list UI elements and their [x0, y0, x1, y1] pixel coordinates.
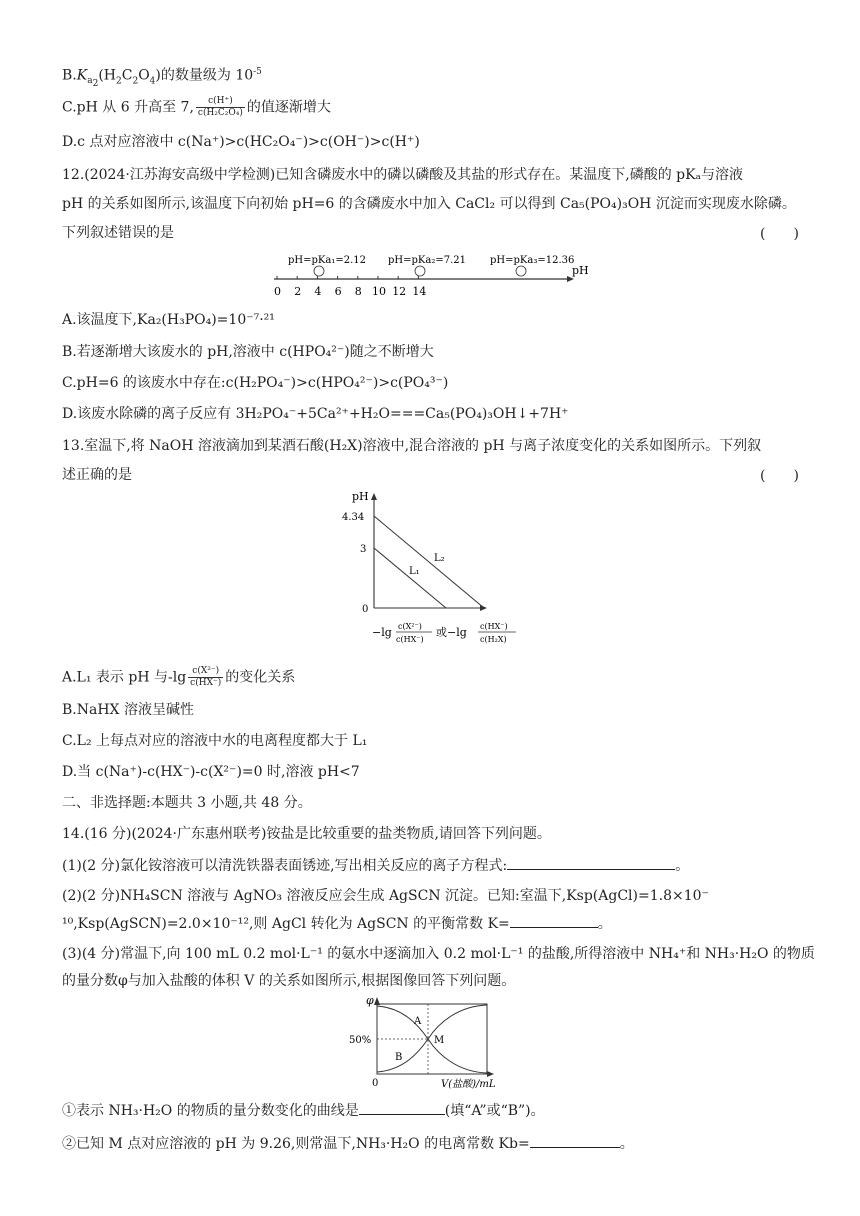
q12-stem-line3: 下列叙述错误的是 — [62, 225, 174, 241]
q12-answer-paren: ( ) — [760, 226, 799, 242]
q13-xlabel-den1: c(HX⁻) — [396, 635, 424, 644]
q13-xlabel-pre: −lg — [372, 626, 392, 639]
q12-tick-label: 14 — [412, 285, 427, 298]
q14-sub2: ②已知 M 点对应溶液的 pH 为 9.26,则常温下,NH₃·H₂O 的电离常数 Kb= 。 — [62, 1133, 634, 1154]
q13-xlabel-num1: c(X²⁻) — [398, 622, 422, 631]
q14-curve-a — [377, 1006, 487, 1073]
q12-tick-label: 2 — [294, 285, 302, 298]
q12-option-c: C.pH=6 的该废水中存在:c(H₂PO₄⁻)>c(HPO₄²⁻)>c(PO₄³⁻) — [62, 375, 449, 391]
q11-c-fraction: $\frac{c(H^+)}{\text{c(H₂C₂O₄)}}$ — [197, 96, 243, 118]
q14-title: 14.(16 分)(2024·广东惠州联考)铵盐是比较重要的盐类物质,请回答下列问题。 — [62, 826, 551, 842]
q14-curve-b — [377, 1005, 487, 1072]
section-2-heading: 二、非选择题:本题共 3 小题,共 48 分。 — [62, 795, 312, 811]
q13-option-a: A.L₁ 表示 pH 与-lg $\frac{\text{c(X²⁻)}}{c(HX^-)}$ 的变化关系 — [62, 666, 296, 688]
q13-xlabel-num2: c(HX⁻) — [480, 622, 508, 631]
q13-label-l1: L₁ — [409, 566, 420, 577]
q12-marker-1 — [314, 266, 324, 276]
q13-option-d: D.当 c(Na⁺)-c(HX⁻)-c(X²⁻)=0 时,溶液 pH<7 — [62, 764, 360, 780]
q12-tick-label: 4 — [314, 285, 322, 298]
q13-y-arrow — [371, 493, 377, 500]
q12-tick-label: 12 — [392, 285, 407, 298]
q14-sub1: ①表示 NH₃·H₂O 的物质的量分数变化的曲线是 (填“A”或“B”)。 — [62, 1100, 545, 1121]
q12-tick-label: 10 — [372, 285, 386, 298]
q12-option-a: A.该温度下,Ka₂(H₃PO₄)=10⁻⁷·²¹ — [62, 312, 275, 328]
q12-label-pka3: pH=pKa₃=12.36 — [490, 255, 575, 266]
q12-tick-label: 8 — [354, 285, 362, 298]
q13-answer-paren: ( ) — [760, 468, 799, 484]
q13-option-c: C.L₂ 上每点对应的溶液中水的电离程度都大于 L₁ — [62, 733, 368, 749]
q14-sub2-blank[interactable] — [530, 1133, 620, 1148]
q12-stem-line1: 12.(2024·江苏海安高级中学检测)已知含磷废水中的磷以磷酸及其盐的形式存在。某温度下,磷酸的 pKₐ与溶液 — [62, 167, 743, 183]
q14-y-label: φ — [366, 994, 374, 1007]
q14-part3-line2: 的量分数φ与加入盐酸的体积 V 的关系如图所示,根据图像回答下列问题。 — [62, 973, 516, 989]
q14-label-m: M — [434, 1035, 445, 1046]
q12-marker-3 — [516, 266, 526, 276]
q12-option-d: D.该废水除磷的离子反应有 3H₂PO₄⁻+5Ca²⁺+H₂O===Ca₅(PO₄)₃OH↓+7H⁺ — [62, 406, 569, 422]
q13-a-fraction: $\frac{\text{c(X²⁻)}}{c(HX^-)}$ — [190, 666, 222, 688]
q14-y-arrow — [374, 997, 380, 1005]
q14-part1-blank[interactable] — [507, 855, 675, 870]
q14-x-arrow — [487, 1071, 494, 1077]
q13-stem-line2: 述正确的是 — [62, 467, 132, 483]
q13-y-tick-0: 0 — [362, 604, 369, 615]
q14-part2-blank[interactable] — [510, 913, 598, 928]
q11-option-c: C.pH 从 6 升高至 7, $\frac{c(H^+)}{\text{c(H₂C₂O₄)}}$ 的值逐渐增大 — [62, 96, 331, 118]
q12-tick-label: 0 — [274, 285, 281, 298]
q13-y-label: pH — [352, 490, 369, 503]
q14-part1: (1)(2 分)氯化铵溶液可以清洗铁器表面锈迹,写出相关反应的离子方程式: 。 — [62, 855, 689, 876]
q12-option-b: B.若逐渐增大该废水的 pH,溶液中 c(HPO₄²⁻)随之不断增大 — [62, 344, 434, 360]
q14-fraction-chart — [334, 994, 534, 1092]
q13-y-tick-434: 4.34 — [342, 512, 365, 523]
q11-option-d: D.c 点对应溶液中 c(Na⁺)>c(HC₂O₄⁻)>c(OH⁻)>c(H⁺) — [62, 134, 420, 150]
q14-label-a: A — [414, 1016, 422, 1027]
q11-b-text: 的数量级为 10 — [160, 67, 254, 84]
q14-origin: 0 — [372, 1078, 379, 1089]
q14-y-50: 50% — [349, 1035, 372, 1046]
q14-part2-line1: (2)(2 分)NH₄SCN 溶液与 AgNO₃ 溶液反应会生成 AgSCN 沉淀。已知:室温下,Ksp(AgCl)=1.8×10⁻ — [62, 888, 709, 904]
q14-part3-line1: (3)(4 分)常温下,向 100 mL 0.2 mol·L⁻¹ 的氨水中逐滴加入 0.2 mol·L⁻¹ 的盐酸,所得溶液中 NH₄⁺和 NH₃·H₂O 的物质 — [62, 946, 815, 962]
q14-x-label: V(盐酸)/mL — [441, 1079, 496, 1090]
q12-ph-axis-figure — [262, 250, 592, 302]
q13-option-b: B.NaHX 溶液呈碱性 — [62, 702, 194, 718]
q12-label-pka1: pH=pKa₁=2.12 — [288, 255, 366, 266]
q12-stem-line2: pH 的关系如图所示,该温度下向初始 pH=6 的含磷废水中加入 CaCl₂ 可以得到 Ca₅(PO₄)₃OH 沉淀而实现废水除磷。 — [62, 196, 796, 212]
q13-xlabel-den2: c(H₂X) — [480, 635, 507, 644]
q12-axis-label: pH — [572, 264, 589, 277]
q11-option-b: $B.K_{a_2}(H_2C_2O_4)$的数量级为 $10^{-5}$ — [62, 67, 262, 90]
q14-sub1-blank[interactable] — [359, 1100, 445, 1115]
q12-marker-2 — [415, 266, 425, 276]
q13-stem-line1: 13.室温下,将 NaOH 溶液滴加到某酒石酸(H₂X)溶液中,混合溶液的 pH 与离子浓度变化的关系如图所示。下列叙 — [62, 438, 762, 454]
q13-label-l2: L₂ — [434, 553, 445, 564]
q14-label-b: B — [395, 1052, 403, 1063]
q13-xlabel-mid: 或−lg — [436, 626, 467, 639]
q13-y-tick-3: 3 — [360, 544, 367, 555]
q14-part2-line2: ¹⁰,Ksp(AgSCN)=2.0×10⁻¹²,则 AgCl 转化为 AgSCN 的平衡常数 K= 。 — [62, 913, 612, 934]
q12-tick-label: 6 — [334, 285, 342, 298]
q12-label-pka2: pH=pKa₂=7.21 — [388, 255, 466, 266]
q13-ph-chart — [330, 488, 530, 658]
